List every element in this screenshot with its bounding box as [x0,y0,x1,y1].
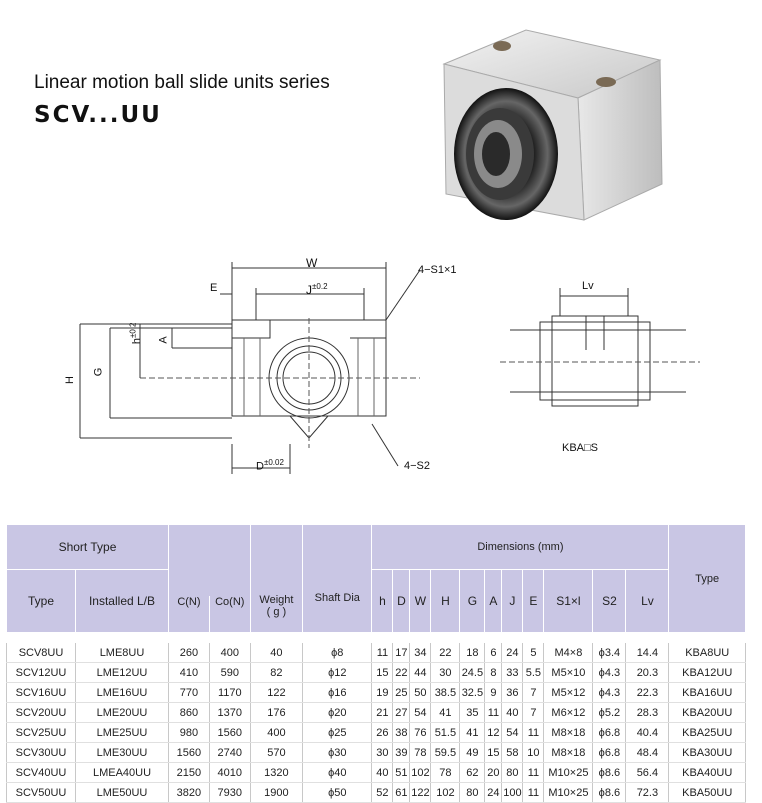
cell-s2: ϕ6.8 [593,723,626,743]
cell-j: 33 [502,663,523,683]
cell-e: 11 [523,783,544,803]
dim-label-h: $h^{\pm 0.2}$ [128,322,144,345]
cell-s2: ϕ5.2 [593,703,626,723]
cell-e: 7 [523,683,544,703]
cell-h: 30 [372,743,393,763]
cell-d: 25 [393,683,410,703]
cell-g: 41 [460,723,485,743]
cell-h: 78 [431,763,460,783]
cell-j: 54 [502,723,523,743]
cell-shaft: ϕ12 [303,663,372,683]
cell-h: 59.5 [431,743,460,763]
cell-lv: 72.3 [626,783,669,803]
header-h: h [372,570,393,633]
cell-s1: M6×12 [544,703,593,723]
header-type-right: Type [669,525,746,633]
cell-c: 410 [169,663,210,683]
model-name: SCV...UU [34,102,162,128]
table-row [7,743,746,763]
header-dimensions: Dimensions (mm) [372,525,669,570]
cell-g: 32.5 [460,683,485,703]
cell-w: 50 [410,683,431,703]
cell-co: 400 [209,643,250,663]
cell-c: 860 [169,703,210,723]
cell-type: SCV30UU [7,743,76,763]
dim-label-e: E [210,282,218,294]
cell-installed: LME50UU [76,783,169,803]
cell-shaft: ϕ16 [303,683,372,703]
header-e: E [523,570,544,633]
cell-kba: KBA8UU [669,643,746,663]
cell-s2: ϕ3.4 [593,643,626,663]
header-short-type: Short Type [7,525,169,570]
cell-h: 38.5 [431,683,460,703]
cell-g: 62 [460,763,485,783]
header-shaft: Shaft Dia [303,525,372,633]
cell-lv: 48.4 [626,743,669,763]
cell-c: 980 [169,723,210,743]
cell-h: 19 [372,683,393,703]
cell-a: 6 [485,643,502,663]
cell-s2: ϕ4.3 [593,663,626,683]
cell-h: 102 [431,783,460,803]
cell-weight: 400 [250,723,302,743]
table-row [7,723,746,743]
header-weight: Weight ( g ) [250,525,302,633]
dim-label-s1: 4−S1×1 [418,264,457,276]
table-row [7,783,746,803]
cell-d: 38 [393,723,410,743]
cell-w: 54 [410,703,431,723]
cell-w: 34 [410,643,431,663]
cell-g: 49 [460,743,485,763]
dim-label-w: W [306,256,318,270]
cell-s1: M10×25 [544,763,593,783]
cell-w: 44 [410,663,431,683]
header-a: A [485,570,502,633]
cell-h: 41 [431,703,460,723]
cell-d: 61 [393,783,410,803]
cell-j: 40 [502,703,523,723]
cell-type: SCV25UU [7,723,76,743]
cell-lv: 56.4 [626,763,669,783]
cell-c: 1560 [169,743,210,763]
header-s2: S2 [593,570,626,633]
dim-label-j: $J^{\pm 0.2}$ [306,282,328,297]
dim-label-d: $D^{\pm 0.02}$ [256,458,284,473]
cell-e: 10 [523,743,544,763]
cell-kba: KBA12UU [669,663,746,683]
dim-label-lv: Lv [582,280,594,292]
cell-h: 51.5 [431,723,460,743]
cell-c: 770 [169,683,210,703]
cell-a: 15 [485,743,502,763]
cell-weight: 82 [250,663,302,683]
table-row [7,703,746,723]
cell-installed: LMEA40UU [76,763,169,783]
cell-shaft: ϕ30 [303,743,372,763]
cell-s1: M8×18 [544,723,593,743]
table-row [7,643,746,663]
cell-shaft: ϕ8 [303,643,372,663]
cell-a: 8 [485,663,502,683]
dim-label-total-h: H [63,376,76,384]
cell-co: 1370 [209,703,250,723]
table-row [7,683,746,703]
cell-lv: 14.4 [626,643,669,663]
cell-installed: LME16UU [76,683,169,703]
cell-installed: LME25UU [76,723,169,743]
cell-lv: 20.3 [626,663,669,683]
cell-j: 100 [502,783,523,803]
cell-w: 102 [410,763,431,783]
cell-g: 24.5 [460,663,485,683]
kba-label: KBA□S [562,442,598,454]
header-co: Co(N) [209,596,250,632]
cell-d: 17 [393,643,410,663]
cell-j: 24 [502,643,523,663]
cell-a: 9 [485,683,502,703]
cell-co: 7930 [209,783,250,803]
cell-s1: M8×18 [544,743,593,763]
cell-co: 590 [209,663,250,683]
cell-a: 12 [485,723,502,743]
cell-type: SCV16UU [7,683,76,703]
dim-label-s2: 4−S2 [404,460,430,472]
cell-lv: 22.3 [626,683,669,703]
cell-d: 22 [393,663,410,683]
cell-installed: LME30UU [76,743,169,763]
cell-h: 21 [372,703,393,723]
cell-type: SCV40UU [7,763,76,783]
cell-e: 5.5 [523,663,544,683]
cell-a: 24 [485,783,502,803]
cell-d: 39 [393,743,410,763]
cell-g: 18 [460,643,485,663]
cell-type: SCV20UU [7,703,76,723]
cell-kba: KBA50UU [669,783,746,803]
cell-e: 5 [523,643,544,663]
cell-s1: M5×10 [544,663,593,683]
cell-s2: ϕ8.6 [593,763,626,783]
dim-label-g: G [92,367,105,377]
table-row [7,763,746,783]
cell-s1: M10×25 [544,783,593,803]
cell-h: 26 [372,723,393,743]
cell-j: 36 [502,683,523,703]
cell-installed: LME12UU [76,663,169,683]
product-photo [436,24,668,230]
cell-kba: KBA25UU [669,723,746,743]
cell-s2: ϕ4.3 [593,683,626,703]
cell-g: 35 [460,703,485,723]
dim-label-a: A [157,336,170,344]
cell-shaft: ϕ20 [303,703,372,723]
cell-type: SCV8UU [7,643,76,663]
cell-co: 2740 [209,743,250,763]
cell-d: 27 [393,703,410,723]
cell-s1: M4×8 [544,643,593,663]
header-w: W [410,570,431,633]
cell-weight: 570 [250,743,302,763]
cell-co: 4010 [209,763,250,783]
cell-h: 11 [372,643,393,663]
cell-a: 20 [485,763,502,783]
cell-w: 78 [410,743,431,763]
cell-h: 30 [431,663,460,683]
cell-kba: KBA16UU [669,683,746,703]
header-type: Type [7,570,76,633]
header-d: D [393,570,410,633]
front-view-drawing [60,248,500,488]
cell-s1: M5×12 [544,683,593,703]
cell-kba: KBA40UU [669,763,746,783]
cell-w: 76 [410,723,431,743]
cell-lv: 28.3 [626,703,669,723]
header-s1: S1×l [544,570,593,633]
cell-kba: KBA30UU [669,743,746,763]
cell-weight: 122 [250,683,302,703]
cell-type: SCV50UU [7,783,76,803]
cell-s2: ϕ8.6 [593,783,626,803]
header-lv: Lv [626,570,669,633]
cell-h: 22 [431,643,460,663]
cell-e: 11 [523,723,544,743]
header-c-co [169,525,251,633]
page-title: Linear motion ball slide units series [34,72,330,93]
cell-shaft: ϕ50 [303,783,372,803]
cell-shaft: ϕ40 [303,763,372,783]
cell-c: 3820 [169,783,210,803]
cell-co: 1560 [209,723,250,743]
cell-shaft: ϕ25 [303,723,372,743]
cell-e: 7 [523,703,544,723]
cell-w: 122 [410,783,431,803]
side-view-drawing [500,270,700,470]
header-height: H [431,570,460,633]
cell-j: 58 [502,743,523,763]
cell-s2: ϕ6.8 [593,743,626,763]
cell-type: SCV12UU [7,663,76,683]
cell-installed: LME8UU [76,643,169,663]
cell-lv: 40.4 [626,723,669,743]
cell-weight: 1320 [250,763,302,783]
header-g: G [460,570,485,633]
cell-h: 52 [372,783,393,803]
header-j: J [502,570,523,633]
cell-d: 51 [393,763,410,783]
cell-j: 80 [502,763,523,783]
cell-kba: KBA20UU [669,703,746,723]
cell-h: 40 [372,763,393,783]
cell-installed: LME20UU [76,703,169,723]
cell-weight: 40 [250,643,302,663]
cell-e: 11 [523,763,544,783]
spec-table [6,524,746,803]
cell-c: 2150 [169,763,210,783]
table-row [7,663,746,683]
cell-a: 11 [485,703,502,723]
cell-co: 1170 [209,683,250,703]
cell-h: 15 [372,663,393,683]
cell-g: 80 [460,783,485,803]
cell-weight: 176 [250,703,302,723]
cell-weight: 1900 [250,783,302,803]
header-c: C(N) [177,595,201,608]
cell-c: 260 [169,643,210,663]
header-installed: Installed L/B [76,570,169,633]
